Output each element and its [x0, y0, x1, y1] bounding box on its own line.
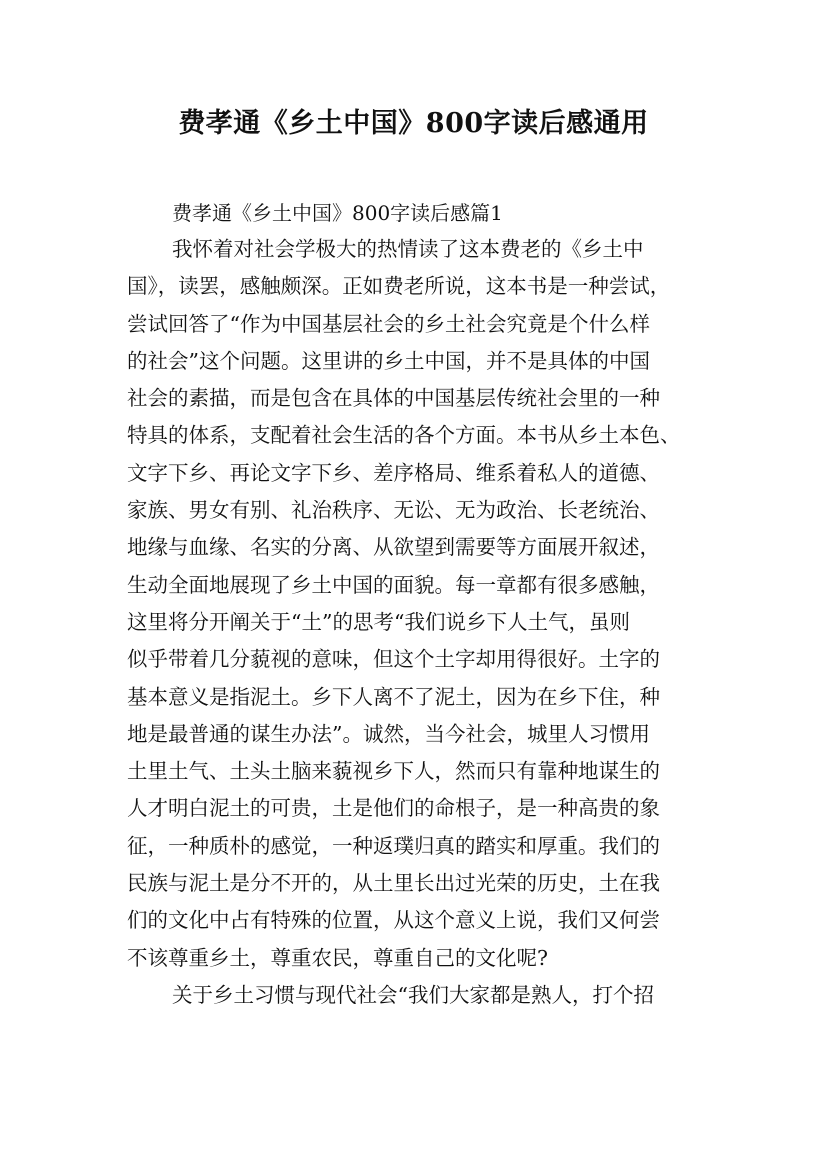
text-line: 关于乡土习惯与现代社会“我们大家都是熟人，打个招 [172, 982, 654, 1007]
text-line: 民族与泥土是分不开的，从土里长出过光荣的历史，土在我 [127, 871, 660, 896]
text-line: 家族、男女有别、礼治秩序、无讼、无为政治、长老统治、 [127, 498, 660, 523]
text-line: 不该尊重乡土，尊重农民，尊重自己的文化呢? [127, 945, 548, 970]
text-line: 征，一种质朴的感觉，一种返璞归真的踏实和厚重。我们的 [127, 833, 660, 858]
text-line: 特具的体系，支配着社会生活的各个方面。本书从乡土本色、 [127, 423, 681, 448]
text-line: 文字下乡、再论文字下乡、差序格局、维系着私人的道德、 [127, 460, 660, 485]
section-heading: 费孝通《乡土中国》800字读后感篇1 [172, 201, 503, 225]
text-line: 我怀着对社会学极大的热情读了这本费老的《乡土中 [172, 237, 644, 261]
text-line: 社会的素描，而是包含在具体的中国基层传统社会里的一种 [127, 386, 660, 411]
text-line: 人才明白泥土的可贵，土是他们的命根子，是一种高贵的象 [127, 796, 660, 821]
body-text [127, 231, 717, 1014]
text-line: 地是最普通的谋生办法”。诚然，当今社会，城里人习惯用 [127, 721, 650, 746]
text-line: 地缘与血缘、名实的分离、从欲望到需要等方面展开叙述， [127, 535, 660, 560]
text-line: 生动全面地展现了乡土中国的面貌。每一章都有很多感触， [127, 572, 660, 597]
text-line: 土里土气、土头土脑来藐视乡下人，然而只有靠种地谋生的 [127, 759, 660, 784]
text-line: 这里将分开阐关于“土”的思考“我们说乡下人土气，虽则 [127, 609, 630, 634]
text-line: 似乎带着几分藐视的意味，但这个土字却用得很好。土字的 [127, 647, 660, 672]
document-title: 费孝通《乡土中国》800字读后感通用 [178, 108, 649, 139]
text-line: 基本意义是指泥土。乡下人离不了泥土，因为在乡下住，种 [127, 684, 660, 709]
text-line: 国》，读罢，感触颇深。正如费老所说，这本书是一种尝试， [127, 274, 671, 299]
text-line: 们的文化中占有特殊的位置，从这个意义上说，我们又何尝 [127, 908, 660, 933]
text-line: 的社会”这个问题。这里讲的乡土中国，并不是具体的中国 [127, 348, 650, 373]
text-line: 尝试回答了“作为中国基层社会的乡土社会究竟是个什么样 [127, 311, 650, 336]
